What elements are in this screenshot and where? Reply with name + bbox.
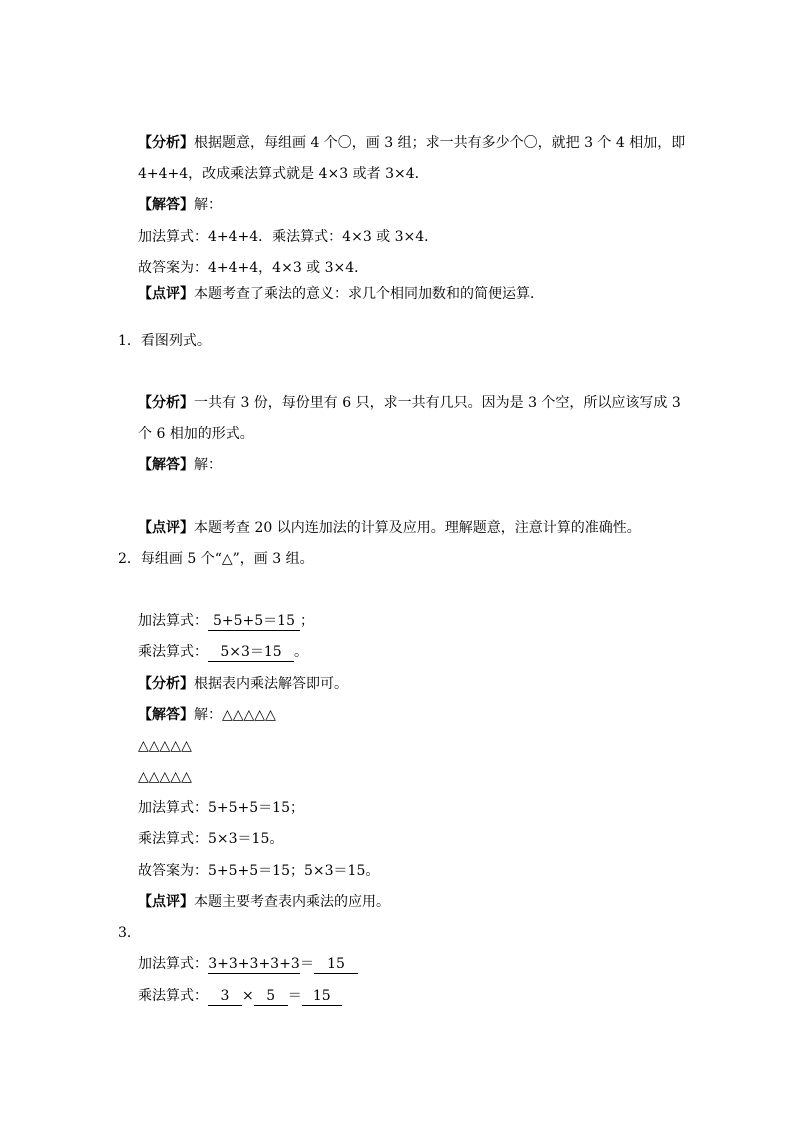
comment-tag: 【点评】 — [138, 894, 194, 910]
comment-tag: 【点评】 — [138, 286, 194, 302]
analysis-text: 根据题意，每组画 4 个〇，画 3 组；求一共有多少个〇，就把 3 个 4 相加，即 — [194, 135, 686, 151]
answer-tag: 【解答】 — [138, 197, 194, 213]
analysis-text: 一共有 3 份，每份里有 6 只，求一共有几只。因为是 3 个空，所以应该写成 3 — [194, 395, 681, 411]
add-label: 加法算式： — [138, 613, 208, 629]
q2-title: 2．每组画 5 个“△”，画 3 组。 — [118, 551, 314, 567]
add-expression-blank: 3+3+3+3+3 — [208, 956, 300, 972]
q2-answer-line — [138, 705, 276, 725]
mul-label: 乘法算式： — [138, 988, 208, 1004]
s0-analysis-line-2: 4+4+4，改成乘法算式就是 4×3 或者 3×4． — [138, 166, 429, 182]
q2-final-answer: 故答案为：5+5+5＝15；5×3＝15。 — [138, 863, 380, 879]
add-result-blank: 15 — [314, 955, 358, 974]
q3-add-line — [138, 954, 358, 974]
equals-sign: ＝ — [300, 956, 314, 972]
q3-mul-line — [138, 986, 342, 1006]
s0-comment-line — [138, 284, 544, 304]
analysis-text: 根据表内乘法解答即可。 — [194, 676, 348, 692]
mul-factor-b-blank: 5 — [254, 987, 288, 1006]
s0-analysis-line-1 — [138, 133, 685, 153]
mul-end: 。 — [294, 644, 308, 660]
analysis-tag: 【分析】 — [138, 135, 194, 151]
equals-sign: ＝ — [287, 988, 302, 1004]
comment-tag: 【点评】 — [138, 520, 194, 536]
answer-tag: 【解答】 — [138, 707, 194, 723]
s0-final-answer: 故答案为：4+4+4，4×3 或 3×4． — [138, 260, 369, 276]
q2-mul-line — [138, 642, 308, 662]
analysis-tag: 【分析】 — [138, 395, 194, 411]
q1-analysis-line-2: 个 6 相加的形式。 — [138, 426, 254, 442]
q1-title: 1．看图列式。 — [118, 333, 211, 349]
add-label: 加法算式： — [138, 956, 208, 972]
mul-factor-a-blank: 3 — [208, 987, 242, 1006]
s0-answer-equations: 加法算式：4+4+4．乘法算式：4×3 或 3×4． — [138, 229, 439, 245]
q2-analysis-line — [138, 674, 348, 694]
q3-title: 3． — [118, 925, 141, 941]
q2-answer-mul: 乘法算式：5×3＝15。 — [138, 831, 284, 847]
add-end: ； — [300, 613, 314, 629]
q2-add-line — [138, 611, 314, 631]
answer-text: 解：△△△△△ — [194, 707, 276, 723]
q1-analysis-line-1 — [138, 393, 681, 413]
mul-answer-blank: 5×3＝15 — [208, 643, 294, 662]
comment-text: 本题主要考查表内乘法的应用。 — [194, 894, 390, 910]
mul-result-blank: 15 — [302, 987, 342, 1006]
mul-label: 乘法算式： — [138, 644, 208, 660]
analysis-tag: 【分析】 — [138, 676, 194, 692]
comment-text: 本题考查了乘法的意义：求几个相同加数和的简便运算． — [194, 286, 544, 302]
q1-answer-line — [138, 455, 222, 475]
answer-tag: 【解答】 — [138, 457, 194, 473]
comment-text: 本题考查 20 以内连加法的计算及应用。理解题意，注意计算的准确性。 — [194, 520, 641, 536]
answer-head: 解： — [194, 197, 222, 213]
add-answer-blank: 5+5+5＝15 — [208, 612, 300, 631]
q2-answer-add: 加法算式：5+5+5＝15； — [138, 800, 304, 816]
q2-triangles-row-2: △△△△△ — [138, 738, 192, 754]
s0-answer-line — [138, 195, 222, 215]
q1-comment-line — [138, 518, 641, 538]
q2-triangles-row-3: △△△△△ — [138, 769, 192, 785]
times-sign: × — [242, 988, 254, 1004]
answer-head: 解： — [194, 457, 222, 473]
q2-comment-line — [138, 892, 390, 912]
